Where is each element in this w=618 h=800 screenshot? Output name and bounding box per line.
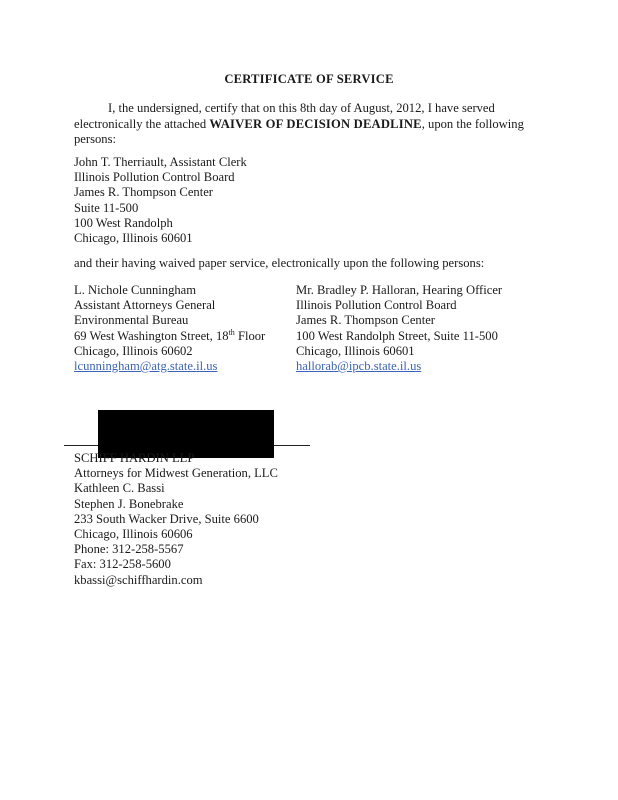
left-contact-title: Assistant Attorneys General <box>74 298 216 313</box>
left-contact-city: Chicago, Illinois 60602 <box>74 343 193 358</box>
waived-service-text: and their having waived paper service, electronically upon the following persons: <box>74 256 485 270</box>
left-contact-bureau: Environmental Bureau <box>74 313 189 328</box>
left-street-sup: th <box>228 327 235 337</box>
firm-signature-block <box>74 451 278 588</box>
right-contact-city: Chicago, Illinois 60601 <box>296 343 415 358</box>
firm-line: Attorneys for Midwest Generation, LLC <box>74 466 278 481</box>
left-contact-name: L. Nichole Cunningham <box>74 283 197 297</box>
firm-line: SCHIFF HARDIN LLP <box>74 451 195 465</box>
clerk-line: Chicago, Illinois 60601 <box>74 231 193 246</box>
clerk-line: John T. Therriault, Assistant Clerk <box>74 155 247 169</box>
clerk-line: James R. Thompson Center <box>74 185 213 200</box>
certification-paragraph <box>74 101 534 148</box>
left-street-floor: Floor <box>234 328 266 343</box>
right-contact-street: 100 West Randolph Street, Suite 11-500 <box>296 328 498 343</box>
firm-phone: Phone: 312-258-5567 <box>74 542 184 557</box>
left-contact-email-link[interactable]: lcunningham@atg.state.il.us <box>74 359 218 374</box>
right-contact-name: Mr. Bradley P. Halloran, Hearing Officer <box>296 283 503 297</box>
firm-line: Chicago, Illinois 60606 <box>74 527 193 542</box>
intro-line-1: I, the undersigned, certify that on this 8th day of August, 2012, I have served <box>108 101 495 115</box>
firm-line: 233 South Wacker Drive, Suite 6600 <box>74 511 259 526</box>
clerk-line: Illinois Pollution Control Board <box>74 170 235 185</box>
clerk-line: 100 West Randolph <box>74 215 173 230</box>
intro-line-2-post: , upon the following <box>421 116 524 131</box>
firm-line: Stephen J. Bonebrake <box>74 496 184 511</box>
clerk-address-block <box>74 155 247 246</box>
firm-fax: Fax: 312-258-5600 <box>74 557 171 572</box>
right-contact-building: James R. Thompson Center <box>296 313 435 328</box>
intro-line-3: persons: <box>74 132 116 146</box>
right-contact-email-link[interactable]: hallorab@ipcb.state.il.us <box>296 359 422 374</box>
document-name: WAIVER OF DECISION DEADLINE <box>209 116 422 131</box>
intro-line-2 <box>74 117 534 133</box>
clerk-line: Suite 11-500 <box>74 200 139 215</box>
right-contact-org: Illinois Pollution Control Board <box>296 298 457 313</box>
intro-line-2-pre: electronically the attached <box>74 116 210 131</box>
right-contact-block <box>296 283 502 374</box>
left-street-main: 69 West Washington Street, 18 <box>74 328 229 343</box>
firm-line: Kathleen C. Bassi <box>74 481 165 496</box>
left-contact-street <box>74 329 265 344</box>
document-title: CERTIFICATE OF SERVICE <box>224 72 394 86</box>
left-contact-block <box>74 283 265 374</box>
firm-email: kbassi@schiffhardin.com <box>74 572 203 587</box>
